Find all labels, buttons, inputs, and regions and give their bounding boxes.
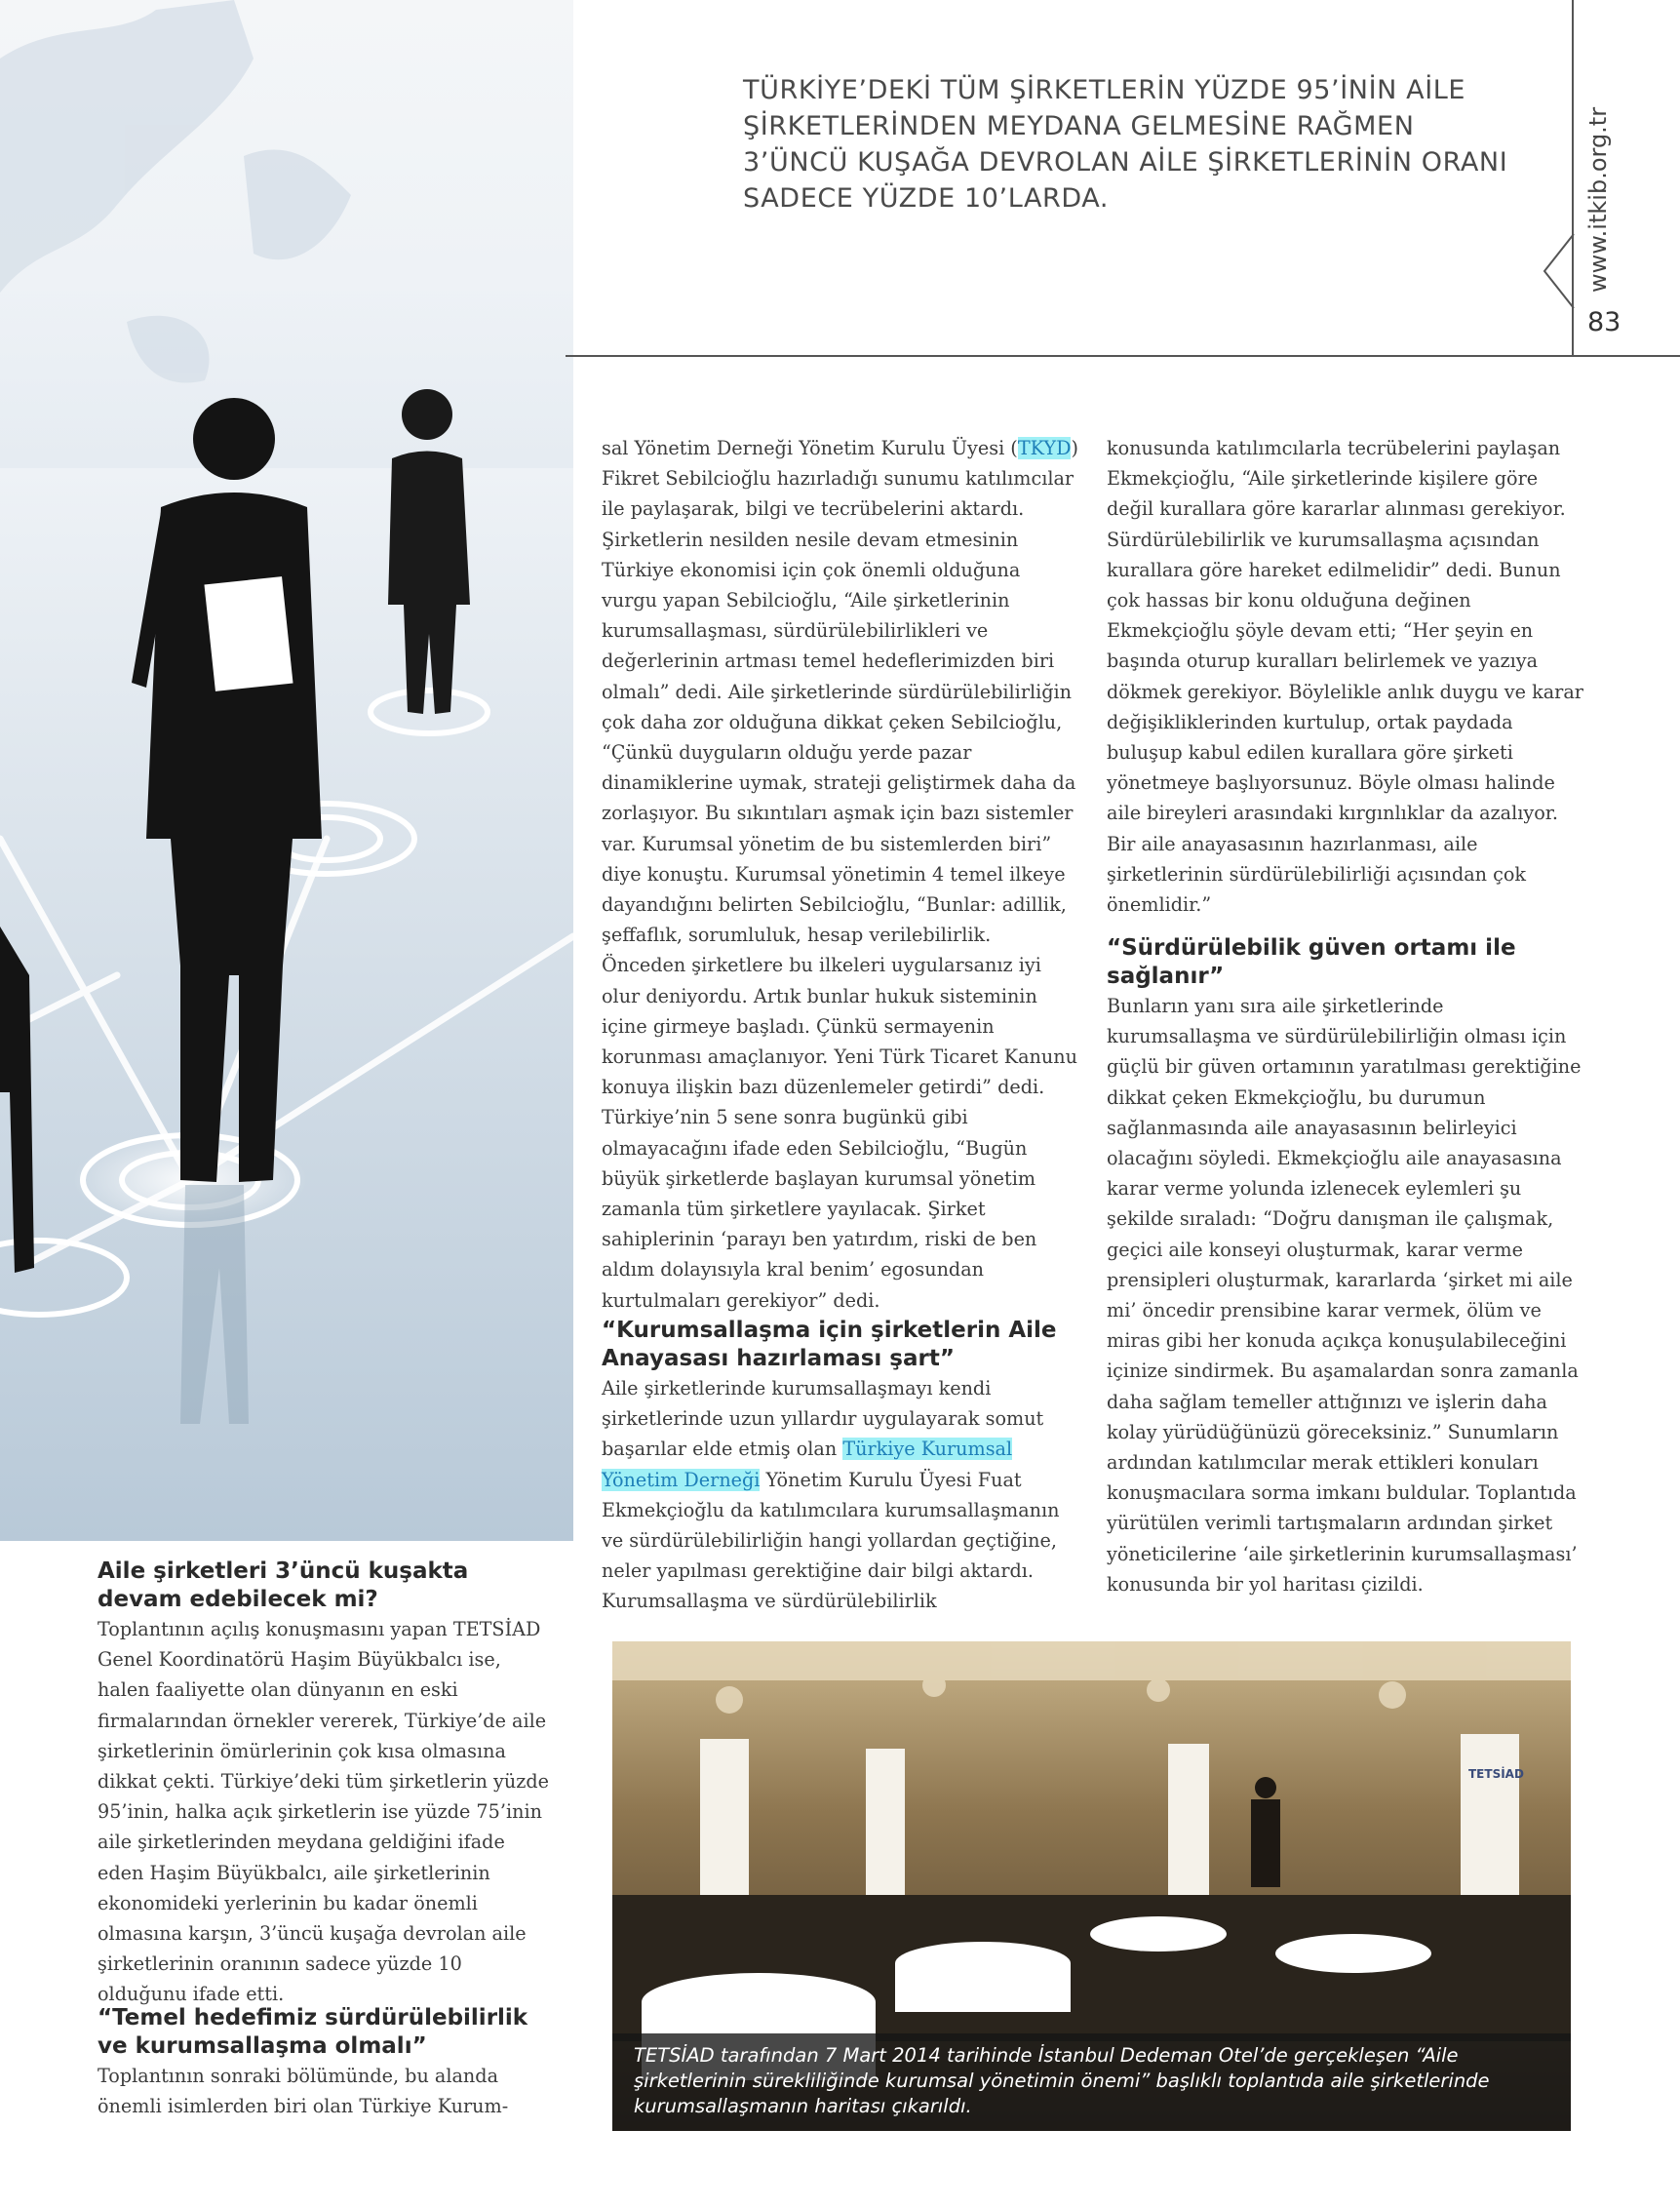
section-heading-generations: Aile şirketleri 3’üncü kuşakta devam edebilecek mi? [98,1558,469,1612]
tkyd-link[interactable]: TKYD [1017,437,1072,459]
text-run: Yönetim Kurulu Üyesi Fuat Ekmekçioğlu da katılımcılara kurumsallaşmanın ve sürdürülebilirliğin hangi yollardan geçtiğine, neler yapılması gerektiğine dair bilgi aktardı. Kurumsallaşma ve sürdürülebilirlik [602,1468,1060,1613]
left-column-section1 [98,1557,556,2010]
right-column-section [1107,934,1584,1599]
page-number: 83 [1587,307,1621,337]
paragraph [602,433,1080,1316]
section-heading-constitution: “Kurumsallaşma için şirketlerin Aile Anayasası hazırlaması şart” [602,1318,1057,1371]
text-run: Aile şirketlerinde kurumsallaşmayı kendi şirketlerinde uzun yıllardır uygulayarak somut başarılar elde etmiş olan [602,1377,1044,1461]
middle-column-section [602,1317,1080,1617]
header-divider [566,355,1680,357]
chevron-left-icon [1541,232,1580,310]
paragraph: konusunda katılımcılarla tecrübelerini paylaşan Ekmekçioğlu, “Aile şirketlerinde kişilere göre değil kurallara göre kararlar alınması gerekiyor. Sürdürülebilirlik ve kurumsallaşma açısından kurallara göre hareket edilmelidir” dedi. Bunun çok hassas bir konu olduğuna değinen Ekmekçioğlu şöyle devam etti; “Her şeyin en başında oturup kuralları belirlemek ve yazıya dökmek gerekiyor. Böylelikle anlık duygu ve karar değişikliklerinden kurtulup, ortak paydada buluşup kabul edilen kurallara göre şirketi yönetmeye başlıyorsunuz. Böyle olması halinde aile bireyleri arasındaki kırgınlıklar da azalıyor. Bir aile anayasasının hazırlanması, aile şirketlerinin sürdürülebilirliği açısından çok önemlidir.” [1107,437,1583,917]
tkyd-full-link[interactable]: Türkiye Kurumsal Yönetim Derneği [602,1438,1013,1491]
photo-caption-bar [612,2033,1571,2131]
section-heading-trust: “Sürdürülebilik güven ortamı ile sağlanır” [1107,935,1516,989]
paragraph: Toplantının sonraki bölümünde, bu alanda önemli isimlerden biri olan Türkiye Kurum- [98,2065,509,2118]
photo-caption: TETSİAD tarafından 7 Mart 2014 tarihinde İstanbul Dedeman Otel’de gerçekleşen “Aile şirketlerinin sürekliliğinde kurumsal yönetimin önemi” başlıklı toplantıda aile şirketlerinde kurumsallaşmanın haritası çıkarıldı. [634,2044,1490,2117]
pull-quote: TÜRKİYE’DEKİ TÜM ŞİRKETLERİN YÜZDE 95’İNİN AİLE ŞİRKETLERİNDEN MEYDANA GELMESİNE RAĞMEN 3’ÜNCÜ KUŞAĞA DEVROLAN AİLE ŞİRKETLERİNİN ORANI SADECE YÜZDE 10’LARDA. [743,75,1508,214]
middle-column-text [602,433,1080,1316]
text-run: ) Fikret Sebilcioğlu hazırladığı sunumu katılımcılar ile paylaşarak, bilgi ve tecrübelerini aktardı. Şirketlerin nesilden nesile devam etmesinin Türkiye ekonomisi için çok önemli olduğuna vurgu yapan Sebilcioğlu, “Aile şirketlerinin kurumsallaşması, sürdürülebilirlikleri ve değerlerinin artması temel hedeflerimizden biri olmalı” dedi. Aile şirketlerinde sürdürülebilirliğin çok daha zor olduğuna dikkat çeken Sebilcioğlu, “Çünkü duyguların olduğu yerde pazar dinamiklerine uymak, strateji geliştirmek daha da zorlaşıyor. Bu sıkıntıları aşmak için bazı sistemler var. Kurumsal yönetim de bu sistemlerden biri” diye konuştu. Kurumsal yönetimin 4 temel ilkeye dayandığını belirten Sebilcioğlu, “Bunlar: adillik, şeffaflık, sorumluluk, hesap verilebilirlik. Önceden şirketlere bu ilkeleri uygularsanız iyi olur deniyordu. Artık bunlar hukuk sisteminin içine girmeye başladı. Çünkü sermayenin korunması amaçlanıyor. Yeni Türk Ticaret Kanunu konuya ilişkin bazı düzenlemeler getirdi” dedi. Türkiye’nin 5 sene sonra bugünkü gibi olmayacağını ifade eden Sebilcioğlu, “Bugün büyük şirketlerde başlayan kurumsal yönetim zamanla tüm şirketlere yayılacak. Şirket sahiplerinin ‘parayı ben yatırdım, riski de ben aldım dolayısıyla kral benim’ egosundan kurtulmaları gerekiyor” dedi. [602,437,1078,1312]
hero-illustration [0,0,573,1541]
paper-document [204,576,293,691]
section-heading-goal: “Temel hedefimiz sürdürülebilirlik ve kurumsallaşma olmalı” [98,2005,528,2059]
right-column-text [1107,433,1584,920]
left-column-section2 [98,2004,556,2121]
paragraph: Toplantının açılış konuşmasını yapan TETSİAD Genel Koordinatörü Haşim Büyükbalcı ise, halen faaliyette olan dünyanın en eski firmalarından örnekler vererek, Türkiye’de aile şirketlerinin ömürlerinin çok kısa olmasına dikkat çekti. Türkiye’deki tüm şirketlerin yüzde 95’inin, halka açık şirketlerin ise yüzde 75’inin aile şirketlerinden meydana geldiğini ifade eden Haşim Büyükbalcı, aile şirketlerinin ekonomideki yerlerinin bu kadar önemli olmasına karşın, 3’üncü kuşağa devrolan aile şirketlerinin oranının sadece yüzde 10 olduğunu ifade etti. [98,1618,549,2006]
banner-logo-text: TETSİAD [1468,1767,1524,1781]
text-run: sal Yönetim Derneği Yönetim Kurulu Üyesi ( [602,437,1018,459]
paragraph [602,1373,1080,1617]
paragraph: Bunların yanı sıra aile şirketlerinde kurumsallaşma ve sürdürülebilirliğin olması için güçlü bir güven ortamının yaratılması gerektiğine dikkat çeken Ekmekçioğlu, bu durumun sağlanmasında aile anayasasının belirleyici olacağını söyledi. Ekmekçioğlu aile anayasasına karar verme yolunda izlenecek eylemleri şu şekilde sıraladı: “Doğru danışman ile çalışmak, geçici aile konseyi oluşturmak, karar verme prensipleri oluşturmak, kararlarda ‘şirket mi aile mi’ öncedir prensibine karar vermek, ölüm ve miras gibi her konuda açıkça konuşulabileceğini içinize sindirmek. Bu aşamalardan sonra zamanla daha sağlam temeller attığınızı ve işlerin daha kolay yürüdüğünüzü göreceksiniz.” Sunumların ardından katılımcılar merak ettikleri konuları konuşmacılara sorma imkanı buldular. Toplantıda yürütülen verimli tartışmaların ardından şirket yöneticilerine ‘aile şirketlerinin kurumsallaşması’ konusunda bir yol haritası çizildi. [1107,995,1582,1596]
website-url[interactable]: www.itkib.org.tr [1584,106,1612,293]
world-map-shape [0,0,351,383]
